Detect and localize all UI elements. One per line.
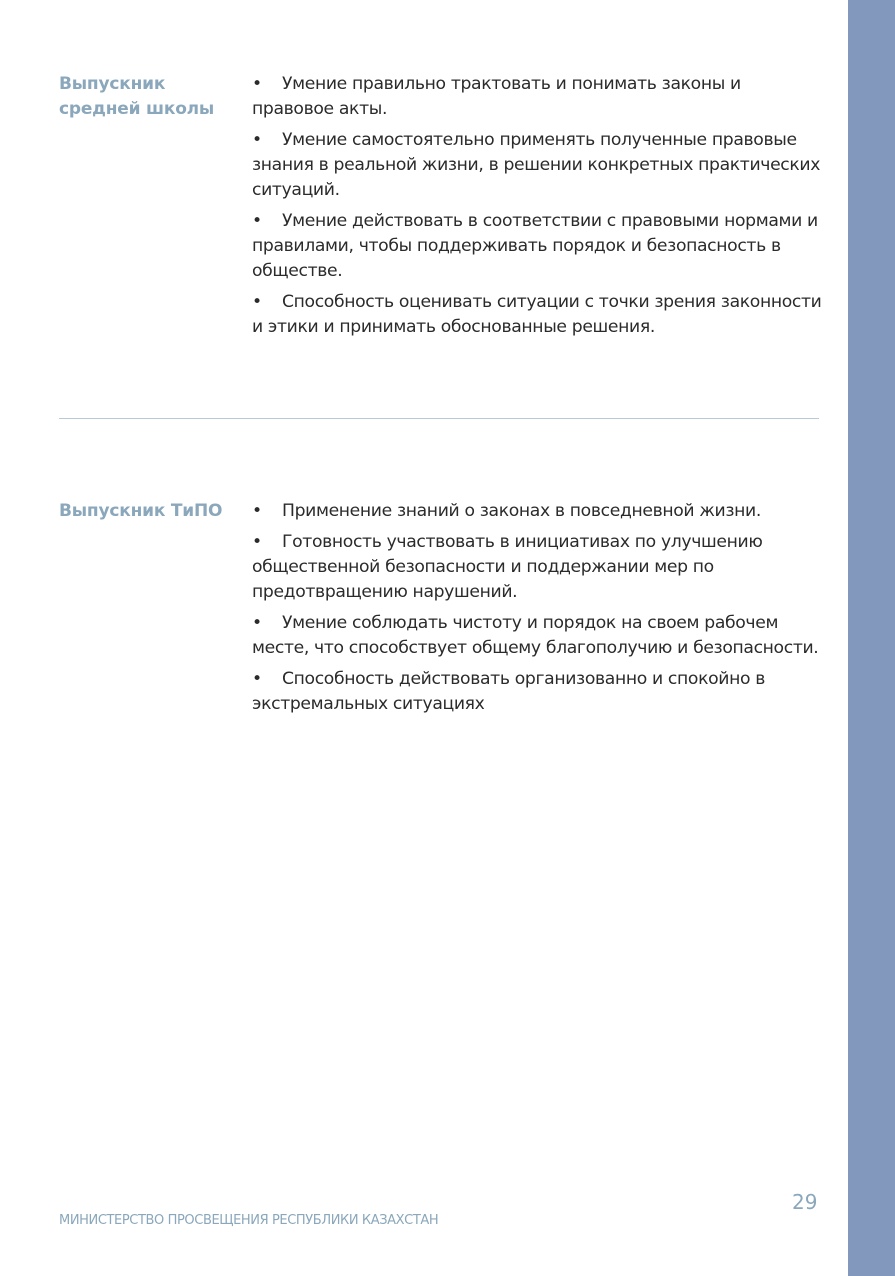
bullet-dot: • [252, 130, 262, 150]
bullet-text: Умение самостоятельно применять полученные правовые знания в реальной жизни, в решении конкретных практических ситуаций. [252, 130, 821, 200]
bullet-dot: • [252, 292, 262, 312]
bullet-text: Умение действовать в соответствии с правовыми нормами и правилами, чтобы поддерживать порядок и безопасность в обществе. [252, 211, 818, 281]
section-label: Выпускник ТиПО [59, 501, 223, 521]
bullet-dot: • [252, 613, 262, 633]
bullet-dot: • [252, 74, 262, 94]
bullet-dot: • [252, 211, 262, 231]
bullet-text: Применение знаний о законах в повседневной жизни. [282, 501, 761, 521]
footer-ministry-name: МИНИСТЕРСТВО ПРОСВЕЩЕНИЯ РЕСПУБЛИКИ КАЗАХСТАН [59, 1213, 439, 1228]
bullet-item [252, 667, 822, 717]
section-divider [59, 418, 819, 419]
bullet-item [252, 128, 822, 203]
bullet-dot: • [252, 532, 262, 552]
bullet-dot: • [252, 669, 262, 689]
bullet-item [252, 611, 822, 661]
bullet-dot: • [252, 501, 262, 521]
bullet-list [252, 72, 822, 346]
side-color-band [848, 0, 895, 1276]
section-label: Выпускник средней школы [59, 74, 215, 119]
bullet-item [252, 290, 822, 340]
bullet-text: Умение соблюдать чистоту и порядок на своем рабочем месте, что способствует общему благополучию и безопасности. [252, 613, 819, 658]
page-number: 29 [792, 1190, 818, 1214]
bullet-text: Способность действовать организованно и спокойно в экстремальных ситуациях [252, 669, 766, 714]
bullet-text: Готовность участвовать в инициативах по улучшению общественной безопасности и поддержании мер по предотвращению нарушений. [252, 532, 763, 602]
bullet-item [252, 499, 822, 524]
bullet-item [252, 209, 822, 284]
bullet-item [252, 530, 822, 605]
bullet-item [252, 72, 822, 122]
bullet-text: Умение правильно трактовать и понимать законы и правовое акты. [252, 74, 741, 119]
bullet-list [252, 499, 822, 723]
bullet-text: Способность оценивать ситуации с точки зрения законности и этики и принимать обоснованные решения. [252, 292, 822, 337]
